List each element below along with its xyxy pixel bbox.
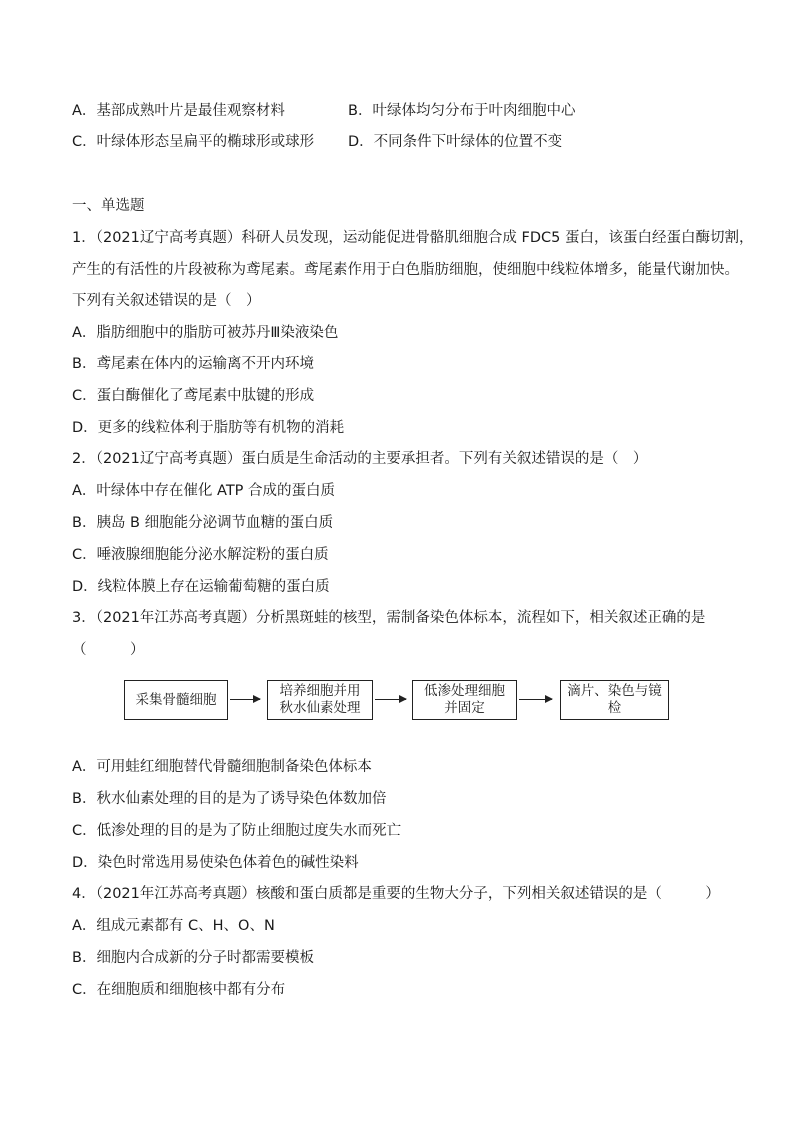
q3-stem-line-1: 3．（2021年江苏高考真题）分析黑斑蛙的核型，需制备染色体标本，流程如下，相关叙述正确的是: [72, 610, 706, 626]
flow-step-1: [124, 680, 228, 720]
flow-arrow-3: [519, 699, 552, 700]
flow-step-2-line-1: 培养细胞并用: [279, 683, 361, 699]
flow-arrow-2: [375, 699, 406, 700]
q4-option-c: C．在细胞质和细胞核中都有分布: [72, 982, 286, 998]
q3-option-d: D．染色时常选用易使染色体着色的碱性染料: [72, 855, 359, 871]
flow-step-4-label: 滴片、染色与镜检: [567, 683, 662, 716]
q4-option-a: A．组成元素都有 C、H、O、N: [72, 918, 275, 934]
flow-step-3-line-2: 并固定: [444, 700, 485, 716]
flow-step-1-label: 采集骨髓细胞: [135, 691, 217, 708]
prev-option-c: C．叶绿体形态呈扁平的椭球形或球形: [72, 134, 315, 150]
q1-option-a: A．脂肪细胞中的脂肪可被苏丹Ⅲ染液染色: [72, 325, 339, 341]
q3-option-c: C．低渗处理的目的是为了防止细胞过度失水而死亡: [72, 823, 402, 839]
q2-stem: 2．（2021辽宁高考真题）蛋白质是生命活动的主要承担者。下列有关叙述错误的是（ ）: [72, 451, 648, 467]
q3-option-b: B．秋水仙素处理的目的是为了诱导染色体数加倍: [72, 791, 387, 807]
flow-step-3-line-1: 低渗处理细胞: [424, 683, 505, 699]
q3-option-a: A．可用蛙红细胞替代骨髓细胞制备染色体标本: [72, 759, 372, 775]
prev-option-a: A．基部成熟叶片是最佳观察材料: [72, 103, 285, 119]
q1-option-c: C．蛋白酶催化了鸢尾素中肽键的形成: [72, 388, 315, 404]
q4-option-b: B．细胞内合成新的分子时都需要模板: [72, 950, 314, 966]
q2-option-d: D．线粒体膜上存在运输葡萄糖的蛋白质: [72, 579, 330, 595]
section-title: 一、单选题: [72, 198, 145, 214]
prev-option-b: B．叶绿体均匀分布于叶肉细胞中心: [348, 103, 576, 119]
prev-option-d: D．不同条件下叶绿体的位置不变: [348, 134, 563, 150]
flow-step-4: [560, 680, 669, 720]
q1-option-d: D．更多的线粒体利于脂肪等有机物的消耗: [72, 420, 345, 436]
q2-option-c: C．唾液腺细胞能分泌水解淀粉的蛋白质: [72, 547, 329, 563]
q4-stem: 4．（2021年江苏高考真题）核酸和蛋白质都是重要的生物大分子，下列相关叙述错误的是（ ）: [72, 886, 720, 902]
q1-stem-line-3: 下列有关叙述错误的是（ ）: [72, 293, 261, 309]
flow-arrow-1: [230, 699, 260, 700]
q3-flowchart: [124, 680, 669, 724]
flow-step-2: [267, 680, 373, 720]
q1-stem-line-1: 1．（2021辽宁高考真题）科研人员发现，运动能促进骨骼肌细胞合成 FDC5 蛋白，该蛋白经蛋白酶切割，: [72, 230, 754, 246]
q2-option-a: A．叶绿体中存在催化 ATP 合成的蛋白质: [72, 483, 336, 499]
q1-stem-line-2: 产生的有活性的片段被称为鸢尾素。鸢尾素作用于白色脂肪细胞，使细胞中线粒体增多，能量代谢加快。: [72, 262, 739, 278]
flow-step-2-line-2: 秋水仙素处理: [279, 700, 361, 716]
q2-option-b: B．胰岛 B 细胞能分泌调节血糖的蛋白质: [72, 515, 334, 531]
q3-stem-line-2: （ ）: [72, 642, 145, 658]
flow-step-3: [412, 680, 517, 720]
q1-option-b: B．鸢尾素在体内的运输离不开内环境: [72, 356, 314, 372]
